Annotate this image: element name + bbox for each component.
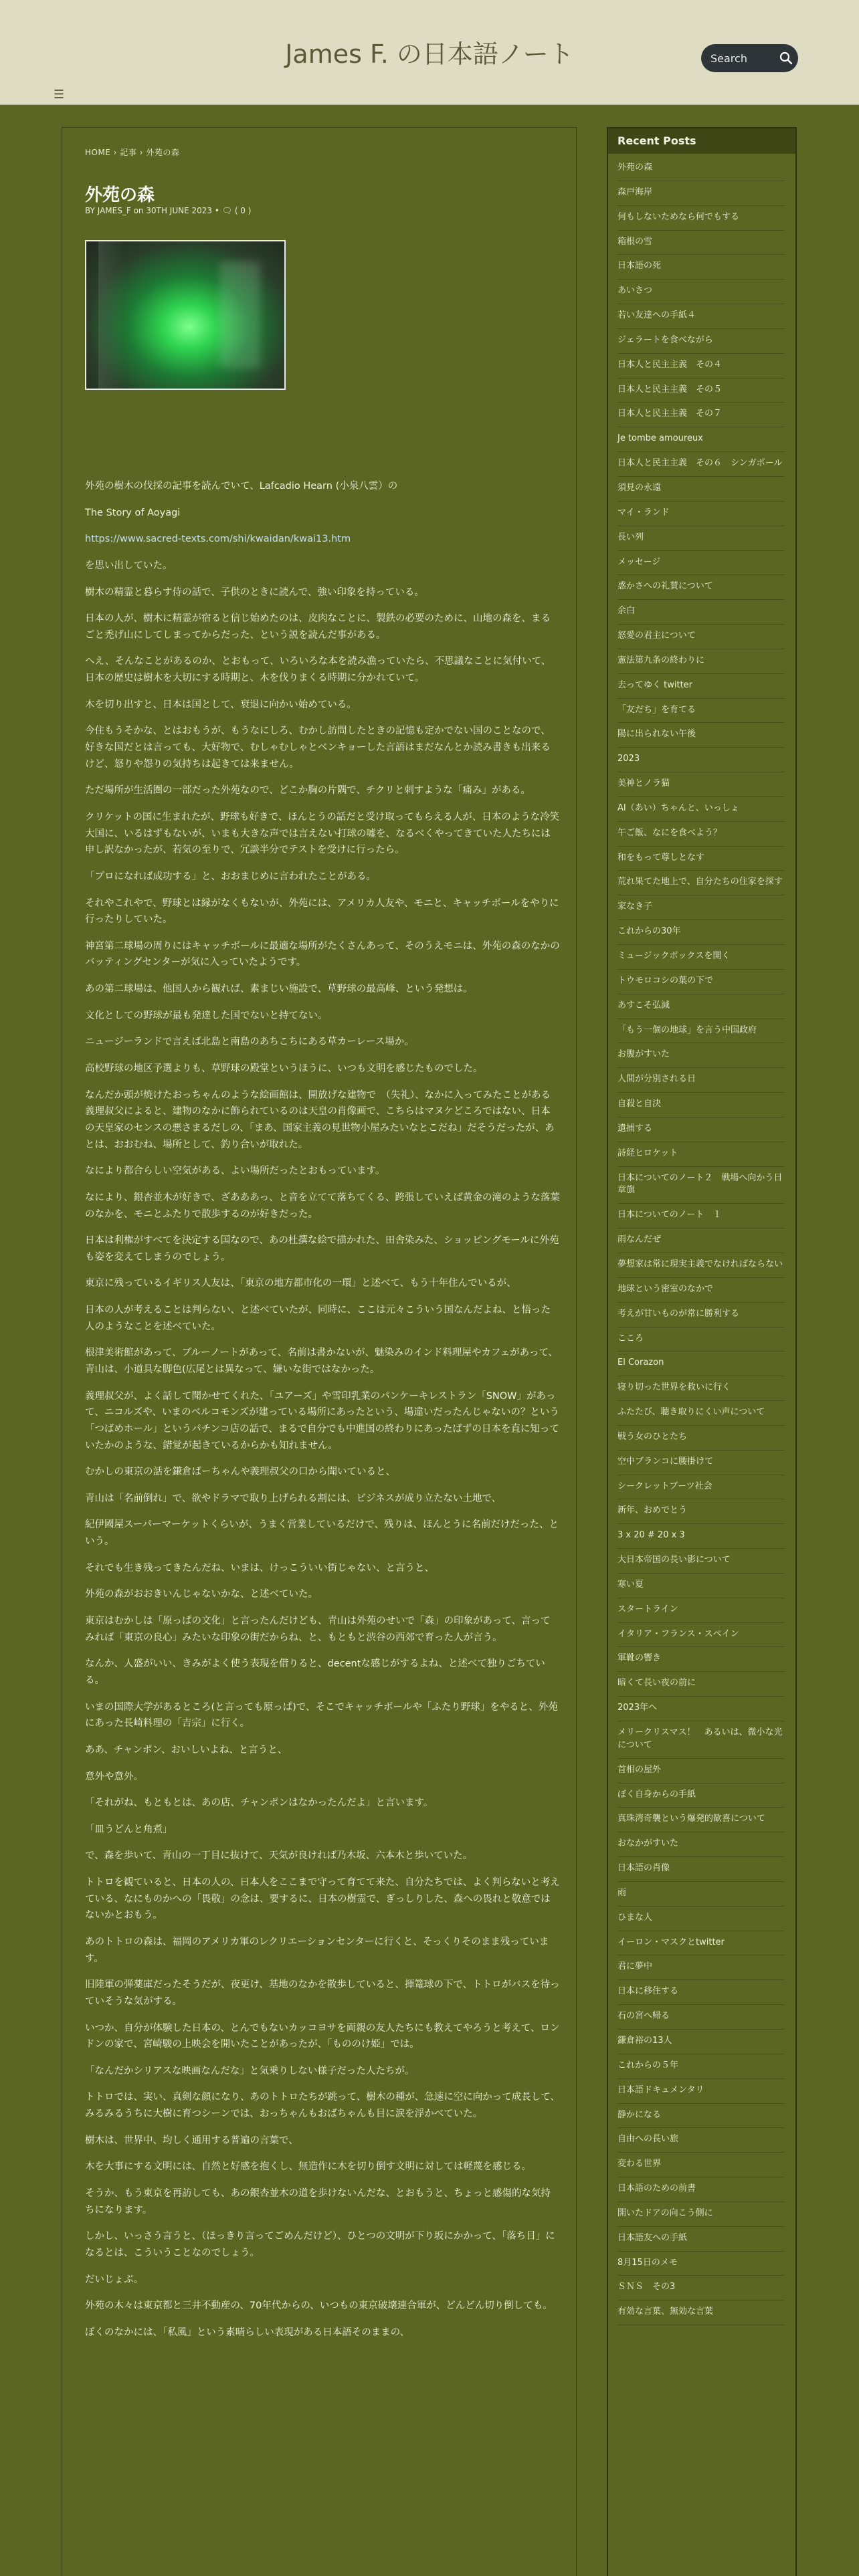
post-paragraph: それでも生き残ってきたんだね、いまは、けっこういい街じゃない、と言うと、 [85, 1562, 434, 1574]
sidebar-post-item [617, 2128, 785, 2153]
post-paragraph: ニュージーランドで言えば北島と南島のあちこちにある草カーレース場か。 [85, 1037, 414, 1048]
sidebar-post-item [617, 895, 785, 920]
sidebar-post-link[interactable]: 何もしないためなら何でもする [617, 211, 740, 222]
sidebar-post-item [617, 502, 785, 526]
post-paragraph: トトロを観ていると、日本の人の、日本人をここまで守って育てて来た、自分たちでは、よく判らないと考えている、なにものかへの「畏敬」の念は、要するに、日本の樹霊で、ぎっしりした、森への畏れと敬意ではないかとおもう。 [85, 1877, 560, 1921]
sidebar-post-item [617, 970, 785, 994]
sidebar-post-link[interactable]: 戦う女のひとたち [617, 1431, 688, 1442]
sidebar-post-link[interactable]: 若い友達への手紙４ [617, 310, 696, 321]
sidebar-post-item [617, 822, 785, 847]
site-header [0, 0, 859, 105]
post-paragraph: 東京はむかしは「原っぱの文化」と言ったんだけども、青山は外苑のせいで「森」の印象があって、言ってみれば「東京の良心」みたいな印象の街だからね、と、もともと渋谷の西郊で育った人が言う。 [85, 1616, 551, 1643]
sidebar-post-item [617, 2202, 785, 2227]
sidebar-post-item [617, 1931, 785, 1956]
meta-by: BY [85, 206, 95, 215]
post-paragraph: 東京に残っているイギリス人友は、「東京の地方都市化の一環」と述べて、もう十年住んでいるが、 [85, 1278, 516, 1289]
sidebar-post-item [617, 1697, 785, 1721]
sidebar-post-item [617, 2276, 785, 2300]
sidebar-post-item [617, 1598, 785, 1623]
post-paragraph: 旧陸軍の弾薬庫だったそうだが、夜更け、基地のなかを散歩していると、揮篭球の下で、トトロがバスを待っていそうな気がする。 [85, 1979, 560, 2007]
sidebar-post-item [617, 206, 785, 231]
sidebar-post-item [617, 1857, 785, 1882]
breadcrumb-separator: › [113, 148, 118, 157]
post-paragraph: なんか、人盛がいい、きみがよく使う表現を借りると、decentな感じがするよね、と述べて独りごちている。 [85, 1658, 545, 1686]
meta-on: on [133, 206, 144, 215]
sidebar-post-item [617, 1068, 785, 1093]
post-paragraph: しかし、いっさう言うと、（ほっきり言ってごめんだけど）、ひとつの文明が下り坂にかかって、「落ち目」になるとは、こういうことなのでしょう。 [85, 2231, 555, 2258]
sidebar-post-link[interactable]: おなかがすいた [617, 1838, 679, 1849]
meta-comments[interactable]: ( 0 ) [234, 206, 252, 215]
sidebar-post-link[interactable]: 怒愛の君主について [617, 631, 696, 641]
sidebar-post-item [617, 1376, 785, 1401]
post-paragraph: むかしの東京の話を鎌倉ばーちゃんや義理叔父の口から聞いていると、 [85, 1467, 395, 1478]
menu-icon[interactable]: ☰ [54, 88, 65, 102]
sidebar-post-item [617, 1253, 785, 1278]
post-paragraph: を思い出していた。 [85, 560, 173, 571]
sidebar-post-link[interactable]: 空中ブランコに腰掛けて [617, 1456, 714, 1467]
sidebar-post-link[interactable]: ふたたび、聴き取りにくい声について [617, 1407, 765, 1418]
sidebar-post-item [617, 600, 785, 625]
sidebar-post-item [617, 477, 785, 502]
sidebar-post-link[interactable]: 自由への長い旅 [617, 2134, 679, 2145]
sidebar-post-item [617, 2079, 785, 2104]
meta-date: 30TH JUNE 2023 [146, 206, 213, 215]
sidebar-post-link[interactable]: 寝り切った世界を救いに行く [617, 1382, 731, 1393]
sidebar-post-link[interactable]: 変わる世界 [617, 2159, 662, 2169]
post-paragraph: で、森を歩いて、青山の一丁目に抜けて、天気が良ければ乃木坂、六本木と歩いていた。 [85, 1850, 473, 1862]
sidebar-post-link[interactable]: 日本人と民主主義 その７ [617, 409, 723, 419]
sidebar-post-link[interactable]: El Corazon [617, 1358, 664, 1368]
sidebar-post-link[interactable]: 美神とノラ猫 [617, 778, 670, 789]
sidebar-post-link[interactable]: 箱根の雪 [617, 236, 653, 247]
sidebar-post-item [617, 2030, 785, 2054]
post-paragraph: ただ場所が生活圏の一部だった外苑なので、どこか胸の片隅で、チクリと刺すような「痛み」がある。 [85, 785, 531, 796]
sidebar-post-link[interactable]: 森戸海岸 [617, 187, 653, 197]
post-paragraph: そうか、もう東京を再訪しても、あの銀杏並木の道を歩けないんだな、とおもうと、ちょっと感傷的な気持ちになります。 [85, 2188, 551, 2216]
sidebar-post-link[interactable]: 日本語のための前書 [617, 2183, 696, 2194]
sidebar-post-item [617, 1043, 785, 1068]
post-paragraph: 外苑の樹木の伐採の記事を読んでいて、Lafcadio Hearn (小泉八雲）の [85, 481, 398, 492]
sidebar-post-link[interactable]: 去ってゆく twitter [617, 679, 693, 690]
sidebar-post-item [617, 994, 785, 1019]
sidebar-post-item [617, 674, 785, 699]
sidebar-post-link[interactable]: 3 x 20 # 20 x 3 [617, 1530, 685, 1541]
sidebar-post-item [617, 1980, 785, 2005]
post-paragraph [85, 531, 560, 548]
sidebar-post-link[interactable]: イーロン・マスクとtwitter [617, 1937, 725, 1947]
sidebar-post-link[interactable]: 鎌倉裕の13人 [617, 2035, 672, 2046]
sidebar-post-link[interactable]: ＳＮＳ その3 [617, 2282, 676, 2292]
post-paragraph: 紀伊國屋スーパーマーケットくらいが、うまく営業しているだけで、残りは、ほんとうに名前だけだった、という。 [85, 1519, 559, 1547]
sidebar-post-link[interactable]: 人間が分別される日 [617, 1074, 696, 1085]
sidebar-post-item [617, 2227, 785, 2252]
sidebar-post-link[interactable]: ジェラートを食べながら [617, 334, 713, 345]
sidebar-post-link[interactable]: 日本に移住する [617, 1986, 679, 1997]
post-paragraph: 「プロになれば成功する」と、おおまじめに言われたことがある。 [85, 871, 376, 882]
post-paragraph: 根津美術館があって、ブルーノートがあって、名前は書かないが、魅染みのインド料理屋やカフェがあって、青山は、小道具な脚色(広尾とは異なって、嫌いな街ではなかった。 [85, 1348, 559, 1375]
sidebar-post-item [617, 1721, 785, 1759]
sidebar-post-item [617, 1784, 785, 1808]
sidebar-post-link[interactable]: 2023年へ [617, 1703, 658, 1713]
post-paragraph: なんだか頭が焼けたおっちゃんのような絵画館は、開放げな建物で （失礼）、なかに入ってみたことがある義理叔父によると、建物のなかに飾られているのは天皇の肖像画で、こちらはマヌケどころではない、日本の天皇家のセンスの悪さまるだしの、「まあ、国家主義の見世物小屋みたいなとこだね」だそうだったが、あとは、おおむね、場所として、釣り合いが取れた。 [85, 1089, 555, 1150]
post-paragraph: あの第二球場は、他国人から観れば、素まじい施設で、草野球の最高峰、という発想は。 [85, 984, 473, 995]
sidebar-post-link[interactable]: 日本についてのノート １ [617, 1210, 722, 1220]
sidebar-post-link[interactable]: 和をもって尊しとなす [617, 852, 705, 863]
sidebar-post-item [617, 2177, 785, 2202]
post-paragraph: ああ、チャンポン、おいしいよね、と言うと、 [85, 1744, 288, 1755]
sidebar-post-link[interactable]: 新年、おめでとう [617, 1505, 688, 1516]
post-paragraph: へえ、そんなことがあるのか、とおもって、いろいろな本を読み漁っていたら、不思議なことに気付いて、日本の歴史は樹木を大切にする時期と、木を伐りまくる時期に分かれていて。 [85, 656, 551, 684]
sidebar-post-link[interactable]: 寒い夏 [617, 1579, 644, 1590]
sidebar-post-link[interactable]: 雨なんだぜ [617, 1235, 662, 1245]
sidebar-post-item [617, 699, 785, 724]
sidebar-post-link[interactable]: 荒れ果てた地上で、自分たちの住家を探す [617, 877, 783, 887]
post-paragraph: 青山は「名前倒れ」で、欲やドラマで取り上げられる割には、ビジネスが成り立たない土地で、 [85, 1493, 502, 1504]
sidebar-post-link[interactable]: 日本人と民主主義 その６ シンガポール [617, 458, 783, 469]
sidebar-post-item [617, 1574, 785, 1598]
sidebar-post-link[interactable]: ミュージックボックスを開く [617, 951, 731, 961]
recent-posts-list [617, 156, 785, 2325]
sidebar-post-link[interactable]: 真珠湾奇襲という爆発的歓喜について [617, 1814, 765, 1824]
sidebar-post-link[interactable]: 日本語の死 [617, 261, 662, 272]
sidebar-post-link[interactable]: AI（あい）ちゃんと、いっしょ [617, 802, 739, 813]
sidebar-post-item [617, 1117, 785, 1142]
sidebar-post-item [617, 181, 785, 206]
sidebar-post-link[interactable]: ひまな人 [617, 1912, 653, 1923]
sidebar-post-item [617, 354, 785, 379]
post-paragraph: それやこれやで、野球とは縁がなくもないが、外苑には、アメリカ人友や、モニと、キャッチボールをやりに行ったりしていた。 [85, 897, 559, 926]
sidebar-post-item [617, 847, 785, 871]
sidebar-post-item [617, 551, 785, 576]
sidebar-post-item [617, 526, 785, 551]
sidebar-post-item [617, 797, 785, 822]
sidebar-post-link[interactable]: 遺捕する [617, 1123, 653, 1134]
sidebar-post-item [617, 772, 785, 797]
sidebar-post-link[interactable]: これからの５年 [617, 2060, 679, 2070]
sidebar-post-item [617, 1228, 785, 1253]
post-paragraph: 木を切り出すと、日本は国として、衰退に向かい始めている。 [85, 699, 357, 710]
comment-icon: 🗨 [221, 206, 232, 215]
sidebar-post-link[interactable]: 雨 [617, 1887, 627, 1898]
post-paragraph: 「なんだかシリアスな映画なんだな」と気乗りしない様子だった人たちが。 [85, 2065, 415, 2076]
sidebar-post-link[interactable]: Je tombe amoureux [617, 433, 703, 444]
sidebar-post-link[interactable]: 日本語ドキュメンタリ [617, 2084, 704, 2095]
post-paragraph: The Story of Aoyagi [85, 507, 181, 518]
sidebar-post-link[interactable]: 夢想家は常に現実主義でなければならない [617, 1259, 783, 1269]
sidebar-post-item [617, 2005, 785, 2030]
sidebar-post-link[interactable]: 石の宮へ帰る [617, 2011, 670, 2022]
sidebar-post-item [617, 2300, 785, 2325]
post-paragraph: 義理叔父が、よく話して聞かせてくれた、「ユアーズ」や雪印乳業のパンケーキレストラン「SNOW」があって、ニコルズや、いまのベルコモンズが建っている場所にあったという、場違いだったんじゃないの？という「つばめホール」というパチンコ店の話で、まるで自分でも中進国の終わりにあったばずの日本を直に知っていたかのような、錯覚が起きているからかも知れません。 [85, 1390, 559, 1451]
sidebar-post-link[interactable]: 君に夢中 [617, 1961, 653, 1972]
sidebar-post-link[interactable]: 憲法第九条の終わりに [617, 655, 705, 665]
post-paragraph: いつか、自分が体験した日本の、とんでもないカッコヨサを両親の友人たちにも教えてやろうと考えて、ロンドンの家で、宮崎駿の上映会を開いたことがあったが、「もののけ姫」では。 [85, 2022, 560, 2050]
sidebar-post-item [617, 1955, 785, 1980]
sidebar-post-link[interactable]: イタリア・フランス・スペイン [617, 1628, 739, 1639]
sidebar-post-item [617, 1093, 785, 1117]
sidebar-post-item [617, 379, 785, 403]
sidebar-post-link[interactable]: 自殺と自決 [617, 1099, 662, 1109]
sidebar-post-item [617, 649, 785, 674]
sidebar-post-item [617, 1204, 785, 1228]
post-paragraph: だいじょぶ。 [85, 2274, 144, 2285]
sidebar-post-link[interactable]: 陽に出られない午後 [617, 729, 696, 740]
sidebar-post-link[interactable]: 「もう一個の地球」を言う中国政府 [617, 1025, 757, 1035]
site-title[interactable]: James F. の日本語ノート [285, 39, 574, 69]
sidebar-post-link[interactable]: 軍靴の響き [617, 1653, 662, 1664]
sidebar-post-link[interactable]: 外苑の森 [617, 163, 653, 173]
post-paragraph: 樹木の精霊と暮らす侍の話で、子供のときに読んで、強い印象を持っている。 [85, 586, 424, 598]
sidebar-post-item [617, 625, 785, 649]
sidebar-post-link[interactable]: ぼく自身からの手紙 [617, 1789, 696, 1800]
sidebar-post-item [617, 1672, 785, 1697]
sidebar-post-item [617, 1907, 785, 1931]
sidebar-post-item [617, 231, 785, 255]
breadcrumb-category[interactable]: 記事 [120, 148, 137, 157]
sidebar-post-link[interactable]: 2023 [617, 754, 640, 764]
sidebar-post-link[interactable]: 静かになる [617, 2109, 662, 2120]
search-icon[interactable] [779, 51, 793, 66]
post-paragraph: ぼくのなかには、「私風」という素晴らしい表現がある日本語そのままの、 [85, 2327, 410, 2338]
sidebar-post-item [617, 1759, 785, 1784]
sidebar-post-item [617, 2054, 785, 2079]
post-paragraph: なにより、銀杏並木が好きで、ざあああっ、と音を立てて落ちてくる、跨張していえば黄金の滝のような落葉のなかを、モニとふたりで散歩するのが好きだった。 [85, 1192, 560, 1220]
sidebar-post-item [617, 1832, 785, 1857]
breadcrumb-separator: › [139, 148, 144, 157]
sidebar-post-link[interactable]: 「友だち」を育てる [617, 704, 696, 715]
sidebar-post-link[interactable]: マイ・ランド [617, 507, 670, 518]
sidebar-post-item [617, 575, 785, 600]
breadcrumb-current: 外苑の森 [146, 148, 180, 157]
sidebar-post-link[interactable]: 首相の屋外 [617, 1764, 662, 1775]
sidebar-post-link[interactable]: 午ご飯、なにを食べよう？ [617, 827, 723, 838]
sidebar-post-item [617, 1808, 785, 1832]
sidebar-post-link[interactable]: 日本人と民主主義 その４ [617, 359, 723, 370]
sidebar-post-link[interactable]: メッセージ [617, 556, 661, 567]
sidebar-post-item [617, 1647, 785, 1672]
sidebar-post-item [617, 1451, 785, 1475]
sidebar-post-link[interactable]: シークレットブーツ社会 [617, 1481, 712, 1491]
sidebar-post-link[interactable]: 暗くて長い夜の前に [617, 1678, 696, 1689]
post-title[interactable]: 外苑の森 [85, 185, 155, 205]
sidebar-post-item [617, 329, 785, 354]
sidebar-post-item [617, 1167, 785, 1204]
sidebar-post-item [617, 156, 785, 181]
sidebar-post-item [617, 2153, 785, 2177]
post-paragraph: 樹木は、世界中、均しく通用する普遍の言葉で、 [85, 2135, 298, 2146]
sidebar-post-item [617, 1019, 785, 1044]
post-paragraph: 「皿うどんと角煮」 [85, 1824, 173, 1835]
post-paragraph: 意外や意外。 [85, 1771, 143, 1782]
sidebar-post-link[interactable]: こころ [617, 1333, 644, 1344]
sidebar-post-link[interactable]: 大日本帝国の長い影について [617, 1555, 731, 1566]
sidebar-post-link[interactable]: スタートライン [617, 1604, 678, 1614]
sidebar-post-item [617, 452, 785, 477]
post-paragraph: 日本は利権がすべてを決定する国なので、あの杜撰な絵で描かれた、田舎染みた、ショッピングモールに外苑も姿を変えてしまうのでしょう。 [85, 1235, 559, 1263]
sidebar-title: Recent Posts [608, 128, 795, 154]
post-paragraph: 日本の人が、樹木に精霊が宿ると信じ始めたのは、皮肉なことに、製鉄の必要のために、山地の森を、まるごと禿げ山にしてしまってからだった、という説を読んだ事がある。 [85, 613, 551, 641]
post-paragraph: 高校野球の地区予選よりも、草野球の殿堂というほうに、いつも文明を感じたものでした。 [85, 1063, 483, 1075]
post-paragraph: 文化としての野球が最も発達した国でないと持てない。 [85, 1010, 328, 1021]
post-paragraph: 日本の人が考えることは判らない、と述べていたが、同時に、ここは元々こういう国なんだよね、と悟った人のようなことを述べていた。 [85, 1305, 551, 1332]
post-paragraph: 外苑の森がおおきいんじゃないかな、と述べていた。 [85, 1589, 318, 1600]
sidebar-post-link[interactable]: お腹がすいた [617, 1049, 670, 1060]
sidebar-post-link[interactable]: トウモロコシの葉の下で [617, 975, 714, 986]
sidebar-post-link[interactable]: 日本人と民主主義 その５ [617, 384, 723, 395]
post-paragraph: 神宮第二球場の周りにはキャッチボールに最適な場所がたくさんあって、そのうえモニは、外苑の森のなかのバッティングセンターが気に入っていたようです。 [85, 940, 560, 968]
sidebar-post-item [617, 280, 785, 304]
post-paragraph: クリケットの国に生まれたが、野球も好きで、ほんとうの話だと受け取ってもらえる人が、日本のような冷笑大国に、いるはずもないが、いまも大きな声では言えない打球の嘘を、なるべくやってきていた人たちには申し訳なかったが、若気の至りで、冗談半分でテストを受けに行ったら。 [85, 811, 560, 856]
sidebar-post-item [617, 1524, 785, 1549]
sidebar-post-link[interactable]: 考えが甘いものが常に勝利する [617, 1308, 740, 1319]
sidebar-post-item [617, 1401, 785, 1426]
sidebar-post-link[interactable]: 日本語友への手紙 [617, 2232, 688, 2243]
sidebar-post-item [617, 1278, 785, 1303]
sidebar-post-item [617, 427, 785, 452]
sidebar-post-link[interactable]: 余白 [617, 606, 636, 617]
search-input[interactable] [710, 50, 777, 66]
meta-separator: • [214, 206, 219, 215]
sidebar-post-link[interactable]: 惑かさへの礼賛について [617, 581, 713, 592]
sidebar [607, 127, 797, 2576]
sidebar-post-item [617, 1499, 785, 1524]
sidebar-post-item [617, 1882, 785, 1907]
sidebar-post-link[interactable]: 開いたドアの向こう側に [617, 2208, 713, 2218]
sidebar-post-link[interactable]: 日本についてのノート２ 戦場へ向かう日章旗 [617, 1172, 783, 1196]
post-paragraph: 木を大事にする文明には、自然と好感を抱くし、無造作に木を切り倒す文明に対しては軽蔑を感じる。 [85, 2161, 531, 2173]
sidebar-post-link[interactable]: これからの30年 [617, 926, 681, 937]
sidebar-post-link[interactable]: あいさつ [617, 286, 653, 296]
sidebar-post-item [617, 1352, 785, 1376]
external-link[interactable]: https://www.sacred-texts.com/shi/kwaidan/kwai13.htm [85, 534, 351, 545]
post-paragraph: 今住もうそかな、とはおもうが、もうなにしろ、むかし訪問したときの記憶も定かでない国のことなので、好きな国だとは言っても、大好物で、むしゃむしゃとベンキョーした言語はまだなんとか読み書きも出来るけど、怒りや怨りの気持ちは起きては来ません。 [85, 726, 551, 770]
post-paragraph: あのトトロの森は、福岡のアメリカ軍のレクリエーションセンターに行くと、そっくりそのまま残っています。 [85, 1937, 549, 1964]
meta-author[interactable]: JAMES_F [97, 206, 131, 215]
sidebar-post-item [617, 304, 785, 329]
sidebar-post-link[interactable]: 有効な言葉、無効な言葉 [617, 2306, 714, 2317]
sidebar-post-link[interactable]: メリークリスマス！ あるいは、微小な光について [617, 1727, 783, 1750]
sidebar-post-item [617, 920, 785, 945]
post-paragraph: 外苑の木々は東京都と三井不動産の、70年代からの、いつもの東京破壊連合軍が、どんどん切り倒しても。 [85, 2300, 553, 2312]
sidebar-post-item [617, 748, 785, 772]
sidebar-post-item [617, 1303, 785, 1327]
post-meta [85, 206, 251, 215]
post-paragraph: トトロでは、実い、真剣な顔になり、あのトトロたちが跳って、樹木の種が、急速に空に向かって成長して、みるみるうちに大樹に育つシーンでは、おっちゃんもおばちゃんも目に涙を浮かべていた。 [85, 2092, 560, 2120]
sidebar-post-link[interactable]: 地球という密室のなかで [617, 1283, 714, 1294]
search-box[interactable] [701, 44, 798, 72]
sidebar-post-link[interactable]: 家なき子 [617, 901, 653, 912]
sidebar-post-item [617, 871, 785, 895]
post-image[interactable] [85, 240, 286, 390]
sidebar-post-item [617, 2104, 785, 2129]
sidebar-post-link[interactable]: あすこそ弘減 [617, 1000, 670, 1010]
sidebar-post-item [617, 1426, 785, 1451]
sidebar-post-item [617, 1475, 785, 1500]
breadcrumb [85, 146, 179, 158]
post-paragraph: いまの国際大学があるところ(と言っても原っぱ)で、そこでキャッチボールや「ふたり野球」をやると、外苑にあった長崎料理の「吉宗」に行く。 [85, 1701, 558, 1729]
post-paragraph: 「それがね、もともとは、あの店、チャンポンはなかったんだよ」と言います。 [85, 1798, 434, 1809]
sidebar-post-item [617, 403, 785, 427]
sidebar-post-link[interactable]: 詩経ヒロケット [617, 1148, 678, 1158]
sidebar-post-item [617, 1623, 785, 1648]
sidebar-post-link[interactable]: 8月15日のメモ [617, 2257, 678, 2268]
sidebar-post-item [617, 2252, 785, 2276]
sidebar-post-item [617, 945, 785, 970]
breadcrumb-home[interactable]: HOME [85, 148, 111, 157]
post-paragraph: なにより都合らしい空気がある、よい場所だったとおもっています。 [85, 1166, 385, 1177]
sidebar-post-item [617, 255, 785, 280]
sidebar-post-link[interactable]: 須見の永遠 [617, 482, 662, 493]
sidebar-post-item [617, 1549, 785, 1574]
post-body [85, 478, 560, 2351]
sidebar-post-item [617, 1142, 785, 1167]
sidebar-post-link[interactable]: 長い列 [617, 532, 644, 542]
sidebar-post-item [617, 723, 785, 748]
sidebar-post-item [617, 1327, 785, 1352]
main-content [62, 127, 577, 2576]
sidebar-post-link[interactable]: 日本語の肖像 [617, 1863, 670, 1874]
